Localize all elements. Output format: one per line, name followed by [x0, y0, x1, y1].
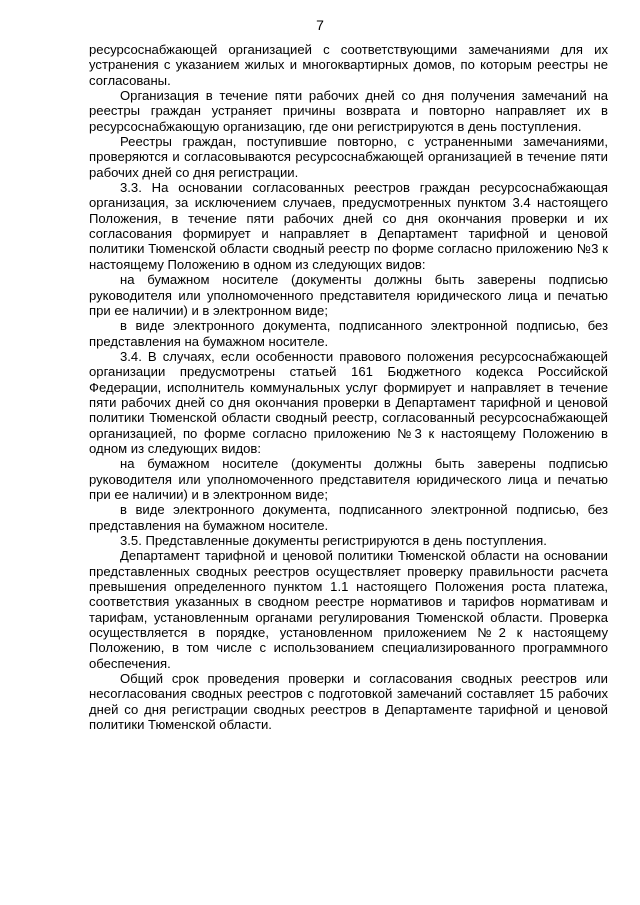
document-body	[89, 42, 608, 732]
paragraph: Реестры граждан, поступившие повторно, с устраненными замечаниями, проверяются и согласовываются ресурсоснабжающей организацией в течение пяти рабочих дней со дня регистрации.	[89, 134, 608, 180]
paragraph: 3.5. Представленные документы регистрируются в день поступления.	[120, 533, 547, 548]
paragraph: в виде электронного документа, подписанного электронной подписью, без представления на бумажном носителе.	[89, 502, 608, 533]
paragraph: ресурсоснабжающей организацией с соответствующими замечаниями для их устранения с указанием жилых и многоквартирных домов, по которым реестры не согласованы.	[89, 42, 608, 88]
paragraph: 3.3. На основании согласованных реестров граждан ресурсоснабжающая организация, за исключением случаев, предусмотренных пунктом 3.4 настоящего Положения, в течение пяти рабочих дней со дня окончания проверки и их согласования формирует и направляет в Департамент тарифной и ценовой политики Тюменской области сводный реестр по форме согласно приложению №3 к настоящему Положению в одном из следующих видов:	[89, 180, 608, 272]
paragraph: в виде электронного документа, подписанного электронной подписью, без представления на бумажном носителе.	[89, 318, 608, 349]
paragraph: Организация в течение пяти рабочих дней со дня получения замечаний на реестры граждан устраняет причины возврата и повторно направляет их в ресурсоснабжающую организацию, где они регистрируются в день поступления.	[89, 88, 608, 134]
paragraph: 3.4. В случаях, если особенности правового положения ресурсоснабжающей организации предусмотрены статьей 161 Бюджетного кодекса Российской Федерации, исполнитель коммунальных услуг формирует и направляет в течение пяти рабочих дней со дня окончания проверки в Департамент тарифной и ценовой политики Тюменской области сводный реестр, согласованный ресурсоснабжающей организацией, по форме согласно приложению №3 к настоящему Положению в одном из следующих видов:	[89, 348, 608, 456]
paragraph: на бумажном носителе (документы должны быть заверены подписью руководителя или уполномоченного представителя юридического лица и печатью при ее наличии) и в электронном виде;	[89, 272, 608, 318]
paragraph: Общий срок проведения проверки и согласования сводных реестров или несогласования сводных реестров с подготовкой замечаний составляет 15 рабочих дней со дня регистрации сводных реестров в Департаменте тарифной и ценовой политики Тюменской области.	[89, 671, 608, 733]
page-number: 7	[316, 17, 324, 33]
paragraph: на бумажном носителе (документы должны быть заверены подписью руководителя или уполномоченного представителя юридического лица и печатью при ее наличии) и в электронном виде;	[89, 456, 608, 502]
paragraph: Департамент тарифной и ценовой политики Тюменской области на основании представленных сводных реестров осуществляет проверку правильности расчета превышения определенного пунктом 1.1 настоящего Положения роста платежа, соответствия указанных в сводном реестре нормативов и тарифов нормативам и тарифам, установленным органами регулирования Тюменской области. Проверка осуществляется в порядке, установленном приложением №2 к настоящему Положению, в том числе с использованием специализированного программного обеспечения.	[89, 548, 608, 671]
